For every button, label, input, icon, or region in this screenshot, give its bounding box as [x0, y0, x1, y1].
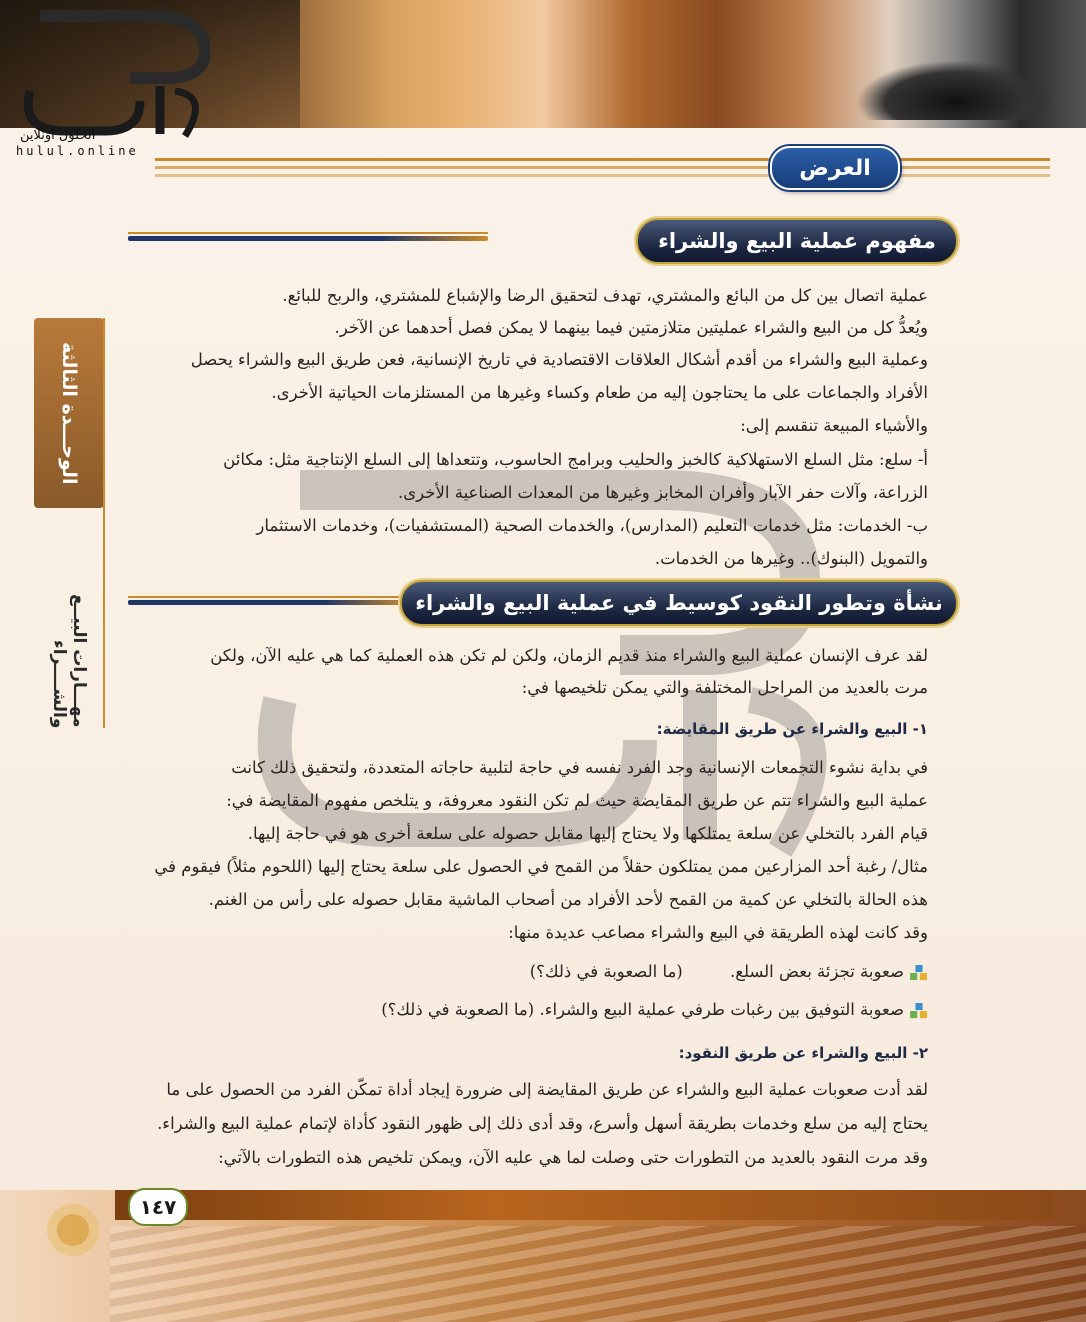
s2-barter-5: هذه الحالة بالتخلي عن كمية من القمح لأحد الأفراد من أصحاب الماشية مقابل حصوله على رأس من الغنم. — [208, 890, 928, 909]
page-number-bar — [115, 1190, 1055, 1220]
s1-line-8: ب- الخدمات: مثل خدمات التعليم (المدارس)، والخدمات الصحية (المستشفيات)، وخدمات الاستثمار — [256, 516, 928, 535]
logo-url: hulul.online — [16, 144, 139, 158]
s2-barter-4: مثال/ رغبة أحد المزارعين ممن يمتلكون حقلاً من القمح في الحصول على سلعة يحتاج إليها (اللحوم مثلاً) فيقوم في — [154, 857, 928, 876]
unit-subject-label: مهـــارات البيــع والشــــراء — [49, 594, 89, 728]
s1-line-5: والأشياء المبيعة تنقسم إلى: — [740, 416, 928, 435]
section2-rule-gold — [128, 596, 408, 598]
bullet-text-2: صعوبة التوفيق بين رغبات طرفي عملية البيع والشراء. (ما الصعوبة في ذلك؟) — [381, 1000, 904, 1019]
header-stripes — [155, 152, 1050, 182]
bullet-text-1: صعوبة تجزئة بعض السلع. (ما الصعوبة في ذلك؟) — [529, 962, 904, 981]
page-number: ١٤٧ — [128, 1188, 188, 1226]
s2-barter-1: في بداية نشوء التجمعات الإنسانية وجد الفرد نفسه في حاجة لتلبية حاجاته المتعددة، ولتحقيق ذلك كانت — [231, 758, 928, 777]
s2-barter-6: وقد كانت لهذه الطريقة في البيع والشراء مصاعب عديدة منها: — [508, 923, 928, 942]
s2-money-1: لقد أدت صعوبات عملية البيع والشراء عن طريق المقايضة إلى ضرورة إيجاد أداة تمكّن الفرد من الحصول على ما — [166, 1080, 928, 1099]
subheading-barter: ١- البيع والشراء عن طريق المقايضة: — [656, 720, 928, 738]
section1-title: مفهوم عملية البيع والشراء — [636, 218, 958, 264]
sidebar-divider — [103, 318, 105, 728]
corner-logo-icon — [40, 1200, 106, 1260]
unit-tab-label: الوحـــدة الثالثة — [58, 341, 80, 485]
s1-line-2: ويُعدُّ كل من البيع والشراء عمليتين متلازمتين فيما بينهما لا يمكن فصل أحدهما عن الآخر. — [334, 318, 928, 337]
banner-car-photo — [856, 60, 1056, 120]
s1-line-1: عملية اتصال بين كل من البائع والمشتري، تهدف لتحقيق الرضا والإشباع للمشتري، والربح للبائع. — [282, 286, 928, 305]
s1-line-4: الأفراد والجماعات على ما يحتاجون إليه من طعام وكساء وغيرها من المستلزمات الحياتية الأخرى. — [271, 383, 928, 402]
section-badge: العرض — [770, 146, 900, 190]
s2-money-2: يحتاج إليه من سلع وخدمات بطريقة أسهل وأسرع، وقد أدى ذلك إلى ظهور النقود كأداة لإتمام عملية البيع والشراء. — [157, 1114, 928, 1133]
section2-title: نشأة وتطور النقود كوسيط في عملية البيع والشراء — [400, 580, 958, 626]
s1-line-7: الزراعة، وآلات حفر الآبار وأفران المخابز وغيرها من المعدات الصناعية الأخرى. — [398, 483, 928, 502]
section2-rule — [128, 600, 408, 605]
section1-rule-gold — [128, 232, 488, 234]
s1-line-6: أ- سلع: مثل السلع الاستهلاكية كالخبز والحليب وبرامج الحاسوب، وتتعداها إلى السلع الإنتاجية مثل: مكائن — [223, 450, 928, 469]
cubes-icon — [910, 1003, 928, 1019]
bullet-item — [530, 962, 928, 982]
cubes-icon — [910, 965, 928, 981]
s2-barter-2: عملية البيع والشراء تتم عن طريق المقايضة حيث لم تكن النقود معروفة، و يتلخص مفهوم المقايضة في: — [226, 791, 928, 810]
s2-intro-1: لقد عرف الإنسان عملية البيع والشراء منذ قديم الزمان، ولكن لم تكن هذه العملية كما هي عليه الآن، ولكن — [210, 646, 928, 665]
logo-tagline: الحلول أونلاين — [20, 128, 96, 143]
s2-money-3: وقد مرت النقود بالعديد من التطورات حتى وصلت لما هي عليه الآن، ويمكن تلخيص هذه التطورات بالآتي: — [218, 1148, 928, 1167]
s1-line-3: وعملية البيع والشراء من أقدم أشكال العلاقات الاقتصادية في تاريخ الإنسانية، فعن طريق البيع والشراء يحصل — [190, 350, 928, 369]
subheading-money: ٢- البيع والشراء عن طريق النقود: — [678, 1044, 928, 1062]
footer-stripes — [110, 1226, 1086, 1322]
bullet-item — [381, 1000, 928, 1020]
s1-line-9: والتمويل (البنوك).. وغيرها من الخدمات. — [654, 549, 928, 568]
hulul-logo — [10, 6, 210, 156]
s2-barter-3: قيام الفرد بالتخلي عن سلعة يمتلكها ولا يحتاج إليها مقابل حصوله على سلعة أخرى هو في حاجة إليها. — [247, 824, 928, 843]
section1-rule — [128, 236, 488, 241]
s2-intro-2: مرت بالعديد من المراحل المختلفة والتي يمكن تلخيصها في: — [521, 678, 928, 697]
